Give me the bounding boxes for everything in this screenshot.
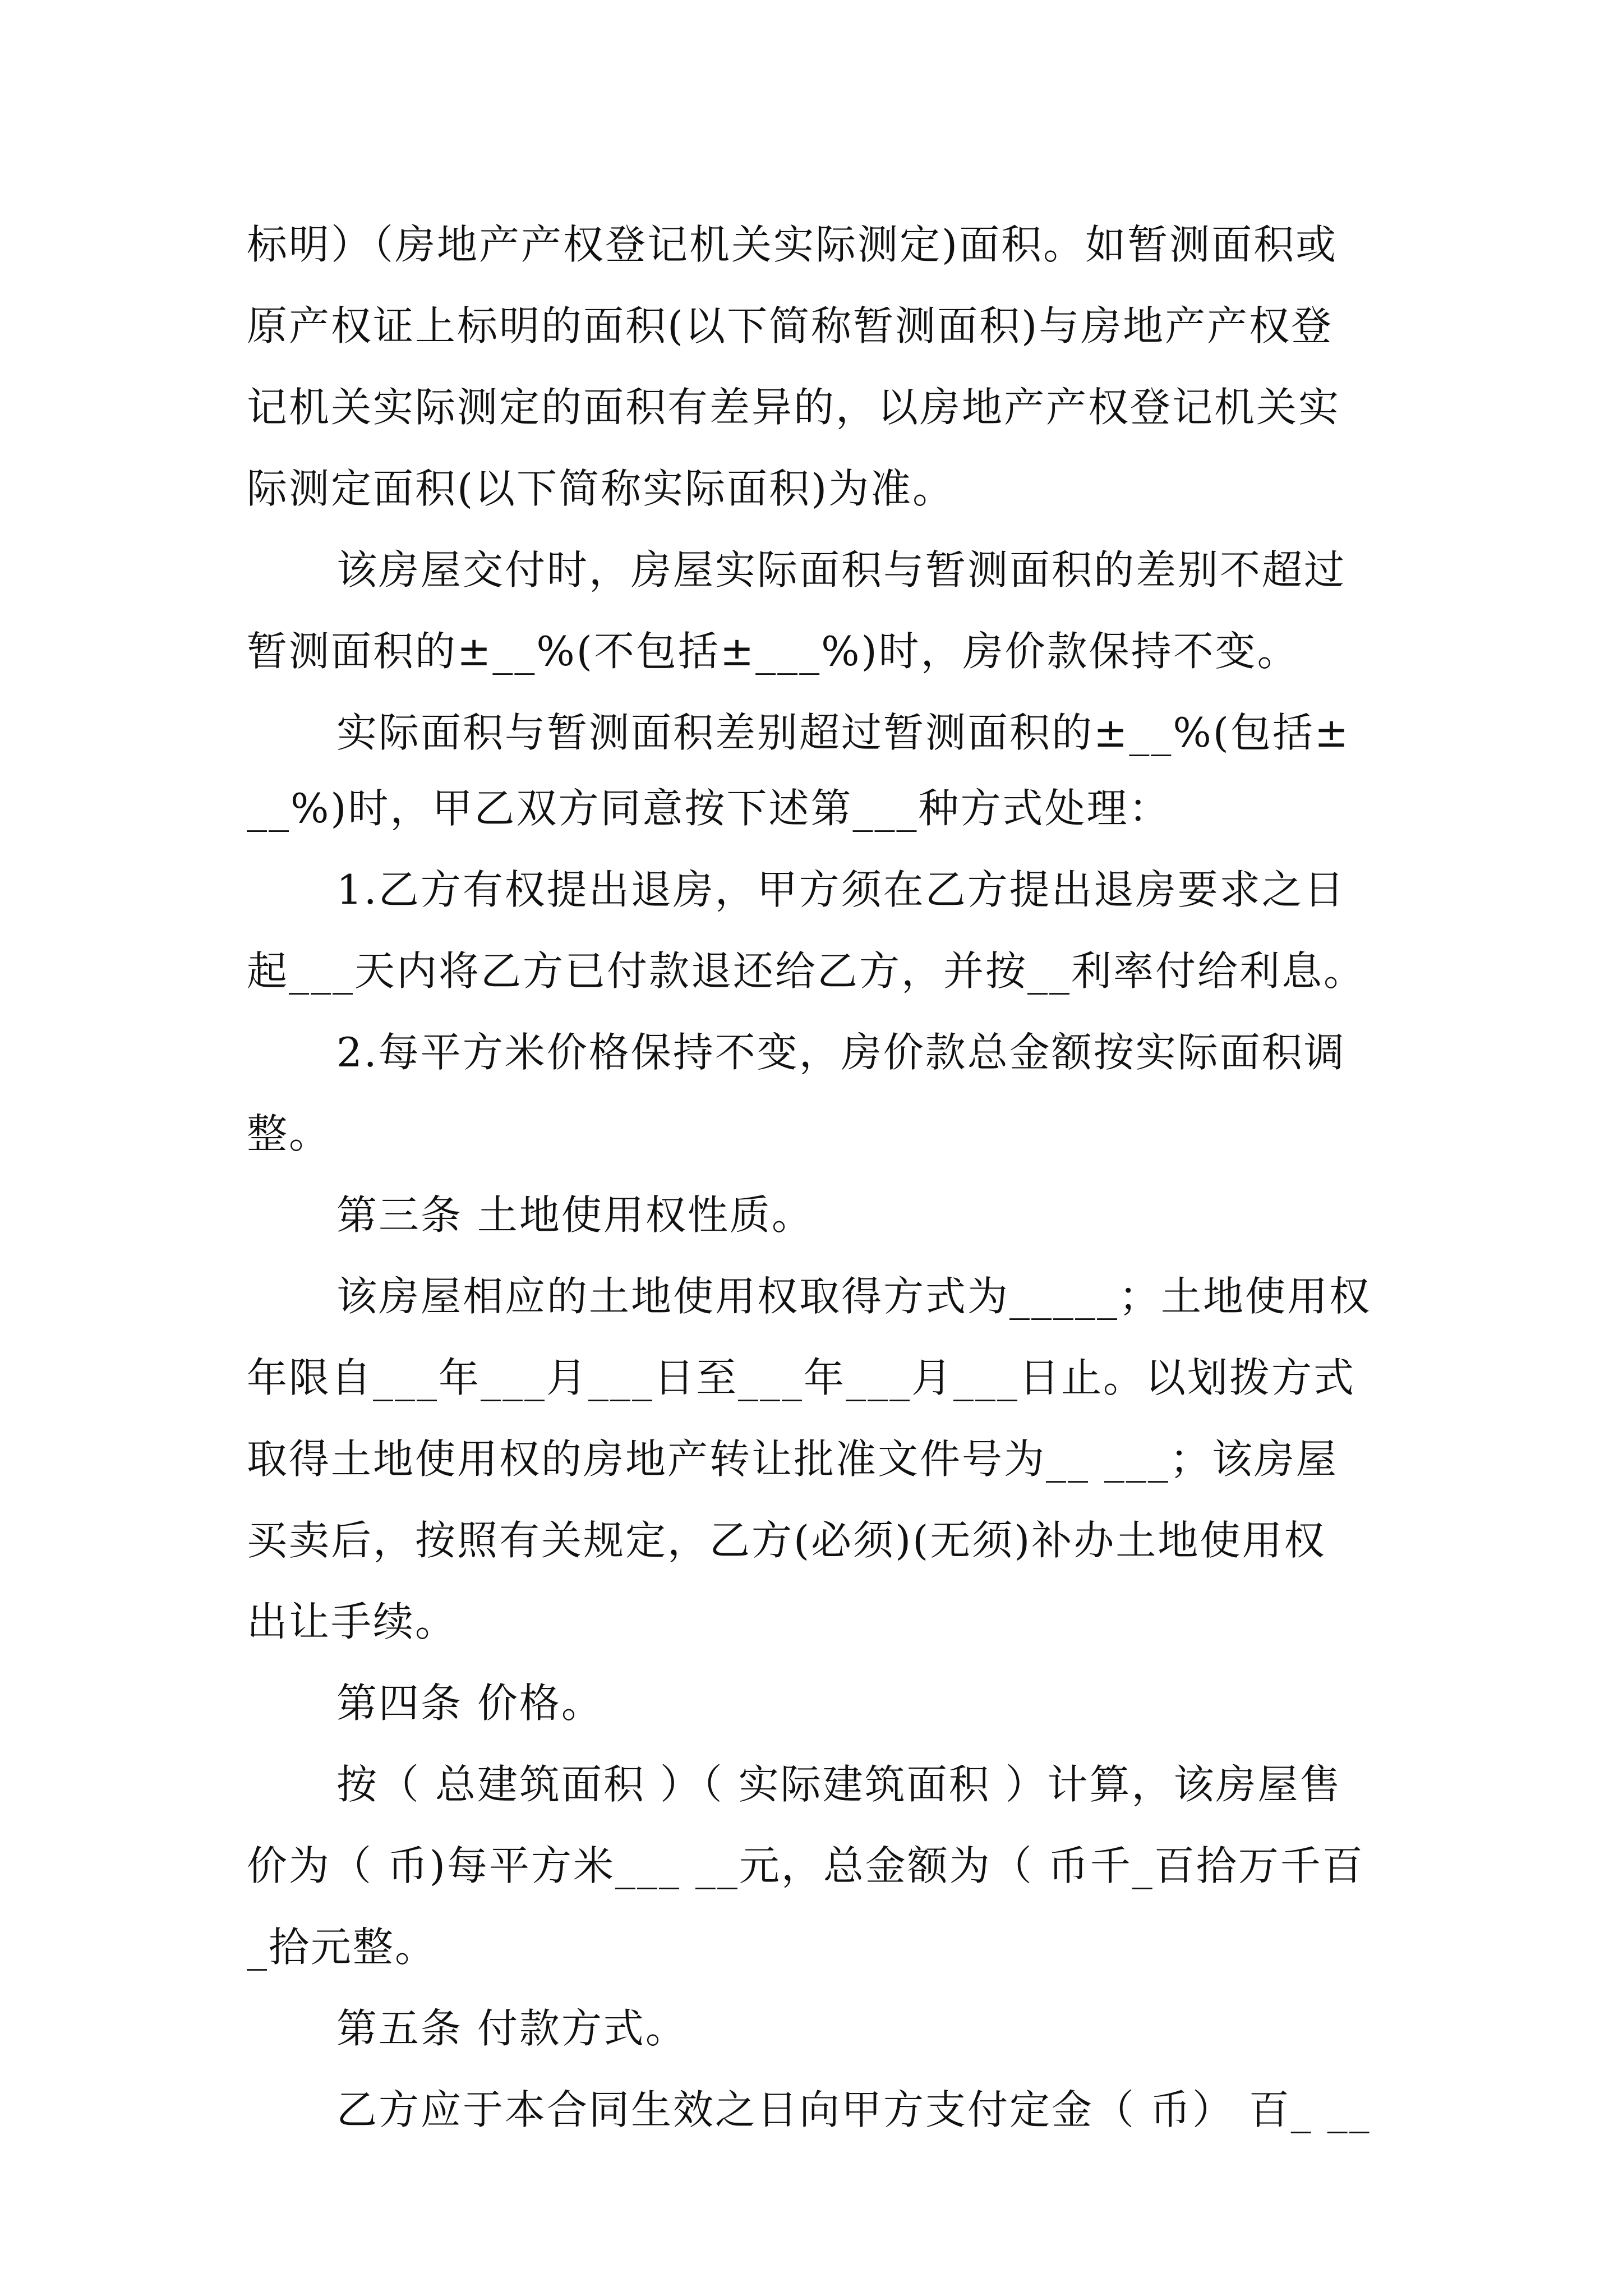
text-line: 2.每平方米价格保持不变，房价款总金额按实际面积调 <box>336 1029 1346 1076</box>
text-line: 年限自___年___月___日至___年___月___日止。以划拨方式 <box>247 1354 1356 1401</box>
text-line: 标明）（房地产产权登记机关实际测定)面积。如暂测面积或 <box>247 221 1338 268</box>
text-line: 该房屋相应的土地使用权取得方式为_____；土地使用权 <box>336 1273 1372 1320</box>
text-line: 原产权证上标明的面积(以下简称暂测面积)与房地产产权登 <box>247 302 1334 349</box>
section-heading: 第五条 付款方式。 <box>336 2005 688 2052</box>
text-line: 起___天内将乙方已付款退还给乙方，并按__利率付给利息。 <box>247 947 1366 995</box>
text-line: _拾元整。 <box>247 1924 437 1971</box>
text-line: 乙方应于本合同生效之日向甲方支付定金（ 币） 百_ __ <box>336 2086 1371 2133</box>
text-line: 按（ 总建筑面积 ）（ 实际建筑面积 ）计算，该房屋售 <box>336 1761 1342 1808</box>
text-line: 取得土地使用权的房地产转让批准文件号为__ ___；该房屋 <box>247 1435 1338 1483</box>
text-line: 际测定面积(以下简称实际面积)为准。 <box>247 465 955 512</box>
text-line: 记机关实际测定的面积有差异的，以房地产产权登记机关实 <box>247 384 1341 431</box>
section-heading: 第四条 价格。 <box>336 1680 603 1727</box>
text-line: __%)时，甲乙双方同意按下述第___种方式处理： <box>247 785 1171 832</box>
text-line: 实际面积与暂测面积差别超过暂测面积的±__%(包括± <box>336 709 1350 756</box>
text-line: 该房屋交付时，房屋实际面积与暂测面积的差别不超过 <box>336 546 1347 593</box>
section-heading: 第三条 土地使用权性质。 <box>336 1191 814 1239</box>
text-line: 整。 <box>247 1110 331 1157</box>
text-line: 1.乙方有权提出退房，甲方须在乙方提出退房要求之日 <box>336 866 1346 913</box>
text-line: 暂测面积的±__%(不包括±___%)时，房价款保持不变。 <box>247 628 1299 675</box>
text-line: 出让手续。 <box>247 1598 458 1645</box>
text-line: 价为（ 币)每平方米___ __元，总金额为（ 币千_百拾万千百 <box>247 1842 1364 1889</box>
text-line: 买卖后，按照有关规定，乙方(必须)(无须)补办土地使用权 <box>247 1517 1326 1564</box>
